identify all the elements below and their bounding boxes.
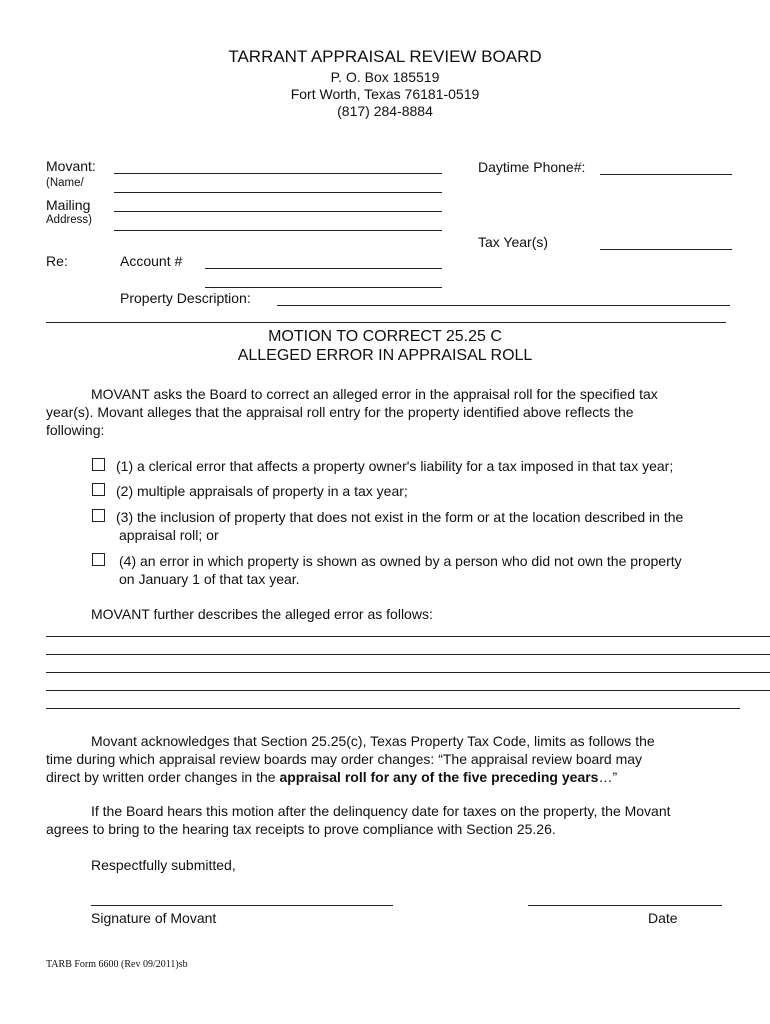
- po-box: P. O. Box 185519: [330, 69, 440, 85]
- description-label: MOVANT further describes the alleged error as follows:: [91, 606, 433, 622]
- delinquency-line-2: agrees to bring to the hearing tax receipts to prove compliance with Section 25.26.: [46, 821, 556, 837]
- name-label: (Name/: [46, 177, 84, 189]
- ack-line-3-end: …”: [598, 769, 618, 785]
- form-id: TARB Form 6600 (Rev 09/2011)sb: [46, 959, 188, 970]
- account-number-field-2[interactable]: [205, 287, 442, 288]
- option-4-text-cont: on January 1 of that tax year.: [119, 571, 300, 587]
- motion-subtitle: ALLEGED ERROR IN APPRAISAL ROLL: [237, 347, 533, 364]
- daytime-phone-label: Daytime Phone#:: [478, 159, 586, 175]
- movant-label: Movant:: [46, 158, 96, 174]
- signature-field[interactable]: [91, 905, 393, 906]
- ack-line-1: Movant acknowledges that Section 25.25(c), Texas Property Tax Code, limits as follows the: [91, 733, 655, 749]
- description-line-5[interactable]: [46, 708, 740, 709]
- intro-line-1: MOVANT asks the Board to correct an alleged error in the appraisal roll for the specified tax: [91, 386, 658, 402]
- option-2-checkbox[interactable]: [92, 483, 105, 496]
- option-4-checkbox[interactable]: [92, 553, 105, 566]
- account-label: Account #: [120, 253, 183, 269]
- option-3-text-cont: appraisal roll; or: [119, 527, 219, 543]
- signature-label: Signature of Movant: [91, 910, 217, 926]
- option-3-checkbox[interactable]: [92, 509, 105, 522]
- intro-line-2: year(s). Movant alleges that the appraisal roll entry for the property identified above reflects the: [46, 404, 634, 420]
- motion-title: MOTION TO CORRECT 25.25 C: [268, 328, 502, 345]
- phone-line: (817) 284-8884: [337, 103, 433, 119]
- option-4-text: (4) an error in which property is shown as owned by a person who did not own the property: [119, 553, 682, 569]
- mailing-label: Mailing: [46, 197, 91, 213]
- tax-years-field[interactable]: [600, 249, 732, 250]
- respectfully-submitted: Respectfully submitted,: [91, 857, 236, 873]
- city-line: Fort Worth, Texas 76181-0519: [290, 86, 480, 102]
- section-divider: [46, 322, 726, 323]
- ack-line-3-bold: appraisal roll for any of the five preceding years: [279, 769, 599, 785]
- description-line-1[interactable]: [46, 636, 770, 637]
- description-line-3[interactable]: [46, 672, 770, 673]
- ack-line-3-plain: direct by written order changes in the: [46, 769, 280, 785]
- org-title: TARRANT APPRAISAL REVIEW BOARD: [228, 47, 542, 66]
- account-number-field[interactable]: [205, 268, 442, 269]
- description-line-2[interactable]: [46, 654, 770, 655]
- mailing-address-field[interactable]: [114, 211, 442, 212]
- option-1-checkbox[interactable]: [92, 458, 105, 471]
- option-1-text: (1) a clerical error that affects a property owner's liability for a tax imposed in that tax year;: [116, 458, 674, 474]
- delinquency-line-1: If the Board hears this motion after the delinquency date for taxes on the property, the Movant: [91, 803, 671, 819]
- date-field[interactable]: [528, 905, 722, 906]
- option-3-text: (3) the inclusion of property that does not exist in the form or at the location described in the: [116, 509, 684, 525]
- ack-line-3: [46, 768, 617, 786]
- description-line-4[interactable]: [46, 690, 770, 691]
- intro-line-3: following:: [46, 422, 105, 438]
- daytime-phone-field[interactable]: [600, 174, 732, 175]
- mailing-address-field-2[interactable]: [114, 230, 442, 231]
- tax-years-label: Tax Year(s): [478, 234, 549, 250]
- address-label: Address): [46, 214, 93, 226]
- movant-name-field-2[interactable]: [114, 192, 442, 193]
- ack-line-2: time during which appraisal review boards may order changes: “The appraisal review board may: [46, 751, 643, 767]
- movant-name-field[interactable]: [114, 173, 442, 174]
- date-label: Date: [648, 910, 678, 926]
- property-description-label: Property Description:: [120, 290, 251, 306]
- property-description-field[interactable]: [277, 305, 730, 306]
- option-2-text: (2) multiple appraisals of property in a tax year;: [116, 483, 408, 499]
- re-label: Re:: [46, 253, 68, 269]
